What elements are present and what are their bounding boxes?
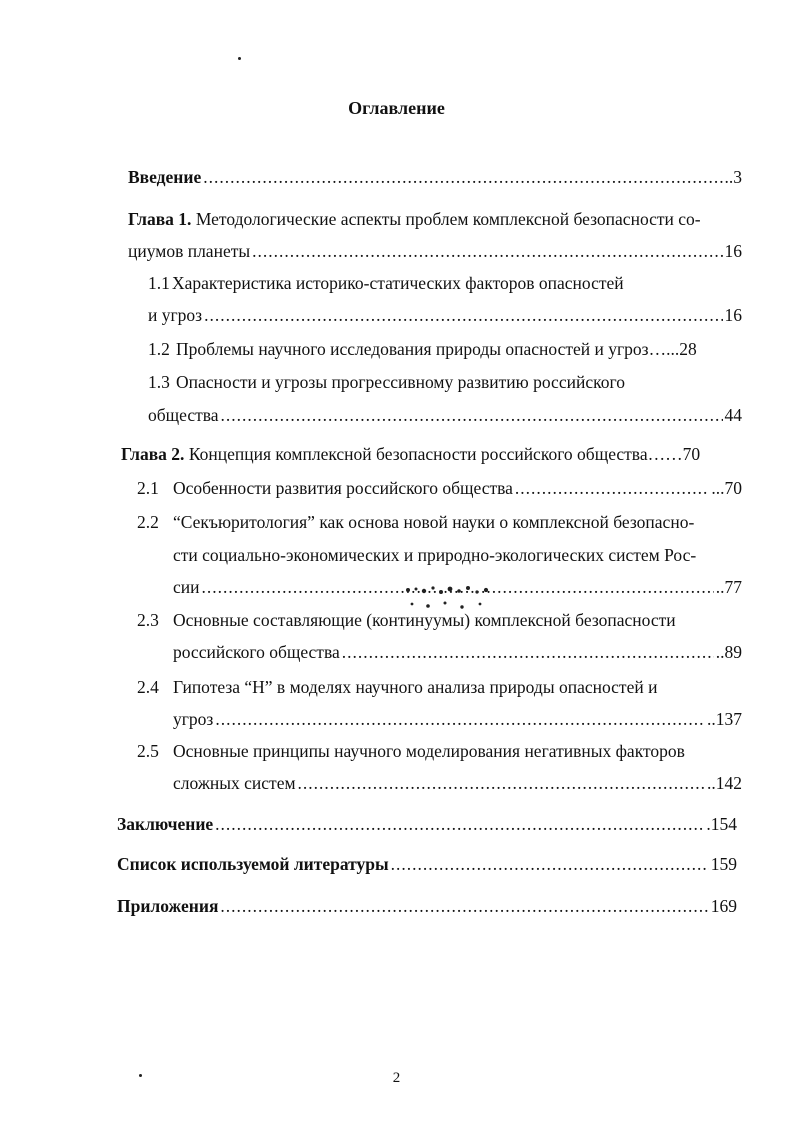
toc-text: российского общества [173,642,340,662]
toc-number: 1.1 [148,273,170,293]
toc-entry-2-2-cont [173,544,742,566]
toc-number: 1.2 [148,339,170,359]
toc-entry-conclusion [117,813,737,835]
toc-entry-2-4-cont [173,708,742,730]
toc-page: …...28 [648,339,697,359]
toc-entry-chapter-1 [128,208,742,230]
page-number: 2 [392,1070,401,1086]
toc-entry-2-4 [137,676,742,698]
toc-number: 2.5 [137,741,159,761]
toc-text: Проблемы научного исследования природы опасностей и угроз [176,339,649,359]
toc-text: Характеристика историко-статических факторов опасностей [172,273,624,293]
toc-page: ..137 [707,709,742,729]
toc-entry-1-1-cont [148,304,742,326]
toc-page: .154 [706,814,737,834]
toc-leader [515,477,709,499]
toc-text: Основные принципы научного моделирования негативных факторов [173,741,685,761]
toc-entry-intro [128,166,742,188]
toc-text: общества [148,405,219,425]
toc-leader [220,895,708,917]
scan-speck [238,57,241,60]
toc-leader [391,853,709,875]
toc-leader [204,304,722,326]
toc-entry-2-1 [137,477,742,499]
toc-label: Заключение [117,814,214,834]
toc-entry-1-3 [148,371,742,393]
toc-entry-references [117,853,737,875]
toc-number: 2.2 [137,512,159,532]
toc-page: 159 [710,854,737,874]
toc-page: ..77 [715,577,742,597]
toc-leader [203,166,722,188]
toc-entry-2-3-cont [173,641,742,663]
toc-entry-chapter-2 [121,443,742,465]
toc-text: “Секъюритология” как основа новой науки о комплексной безопасно- [173,512,695,532]
toc-page: ..3 [724,167,742,187]
toc-leader [215,708,705,730]
toc-page: 169 [710,896,737,916]
toc-page: ……70 [647,444,701,464]
toc-entry-appendix [117,895,737,917]
toc-text: угроз [173,709,214,729]
toc-text: циумов планеты [128,241,251,261]
toc-text: Гипотеза “Н” в моделях научного анализа природы опасностей и [173,677,658,697]
toc-page: 16 [724,241,742,261]
toc-number: 1.3 [148,372,170,392]
toc-page: ..142 [707,773,742,793]
toc-leader [342,641,714,663]
toc-entry-1-3-cont [148,404,742,426]
toc-text: Методологические аспекты проблем комплексной безопасности со- [195,209,701,229]
toc-entry-1-2 [148,338,742,360]
toc-text: Основные составляющие (континуумы) комплексной безопасности [173,610,676,630]
toc-entry-2-3 [137,609,742,631]
toc-text: Опасности и угрозы прогрессивному развитию российского [176,372,625,392]
toc-chapter-label: Глава 1. [128,209,192,229]
toc-label: Список используемой литературы [117,854,389,874]
toc-text: сти социально-экономических и природно-экологических систем Рос- [173,545,697,565]
toc-page: 16 [724,305,742,325]
toc-leader [252,240,722,262]
toc-page: ...70 [711,478,742,498]
toc-leader [215,813,704,835]
toc-text: сии [173,577,200,597]
toc-label: Введение [128,167,202,187]
toc-entry-2-5 [137,740,742,762]
toc-page: 44 [724,405,742,425]
toc-chapter-label: Глава 2. [121,444,185,464]
toc-text: Концепция комплексной безопасности российского общества [188,444,648,464]
toc-entry-2-2 [137,511,742,533]
toc-leader [298,772,705,794]
toc-text: сложных систем [173,773,296,793]
toc-label: Приложения [117,896,219,916]
toc-entry-chapter-1-cont [128,240,742,262]
toc-number: 2.1 [137,478,159,498]
toc-text: и угроз [148,305,203,325]
toc-number: 2.3 [137,610,159,630]
page-title: Оглавление [348,98,445,118]
toc-number: 2.4 [137,677,159,697]
toc-page: ..89 [715,642,742,662]
toc-text: Особенности развития российского общества [173,478,513,498]
toc-entry-1-1 [148,272,742,294]
toc-leader [221,404,723,426]
toc-entry-2-5-cont [173,772,742,794]
